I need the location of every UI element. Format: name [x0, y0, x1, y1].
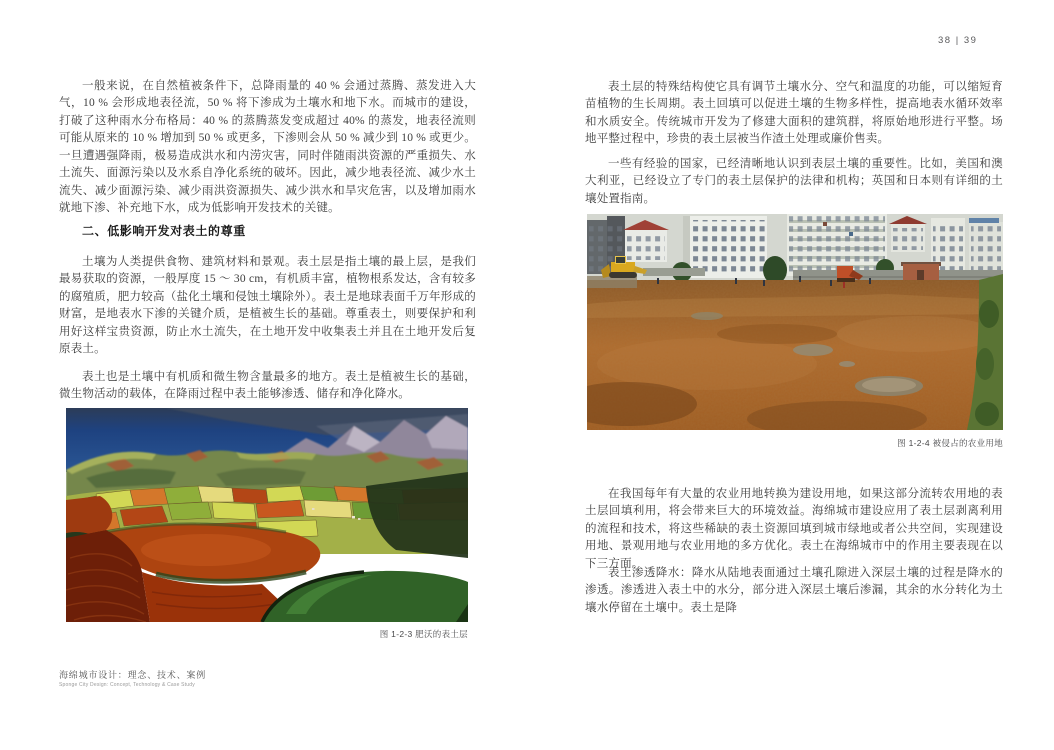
- left-paragraph-2: 土壤为人类提供食物、建筑材料和景观。表土层是指土壤的最上层，是我们最易获取的资源，一般厚度 15 ～ 30 cm，有机质丰富，植物根系发达，含有较多的腐殖质，肥力较高（盐化土壤和侵蚀土壤除外）。表土是地球表面千万年形成的财富，是地表水下渗的关键介质，是植被生长的基础。尊重表土，则要保护和利用好这样宝贵资源，防止水土流失，在土地开发中收集表土并且在土地开发后复原表土。: [59, 255, 476, 355]
- figure-caption-1-2-3: 图 1-2-3 肥沃的表土层: [379, 629, 468, 639]
- book-footer-title: 海绵城市设计：理念、技术、案例: [59, 670, 207, 680]
- topsoil-landscape-illustration: [66, 408, 468, 622]
- right-paragraph-2: 一些有经验的国家，已经清晰地认识到表层土壤的重要性。比如，美国和澳大利亚，已经设立了专门的表土层保护的法律和机构；英国和日本则有详细的土壤处置指南。: [585, 157, 1003, 205]
- figure-topsoil-photo: [66, 408, 468, 622]
- buildings: [587, 214, 1003, 284]
- right-paragraph-4: 表土渗透降水：降水从陆地表面通过土壤孔隙进入深层土壤的过程是降水的渗透。渗透进入表土中的水分，部分进入深层土壤后渗漏，其余的水分转化为土壤水停留在土壤中。表土是降: [585, 566, 1003, 614]
- figure-caption-1-2-4: 图 1-2-4 被侵占的农业用地: [897, 438, 1003, 448]
- left-paragraph-3: 表土也是土壤中有机质和微生物含量最多的地方。表土是植被生长的基础，微生物活动的载体，在降雨过程中表土能够渗透、储存和净化降水。: [59, 370, 476, 400]
- figure-farmland-photo: [587, 214, 1003, 430]
- right-paragraph-1: 表土层的特殊结构使它具有调节土壤水分、空气和温度的功能，可以缩短育苗植物的生长周期。表土回填可以促进土壤的生物多样性，提高地表水循环效率和水质安全。传统城市开发为了修建大面积的建筑群，将原始地形进行平整。场地平整过程中，珍贵的表土层被当作渣土处理或廉价售卖。: [585, 80, 1003, 145]
- book-footer-subtitle: Sponge City Design: Concept, Technology & Case Study: [59, 682, 195, 688]
- page-numbers: 38 | 39: [938, 35, 978, 46]
- left-paragraph-1: 一般来说，在自然植被条件下，总降雨量的 40 % 会通过蒸腾、蒸发进入大气，10 % 会形成地表径流，50 % 将下渗成为土壤水和地下水。而城市的建设，打破了这种雨水分布格局：40 % 的蒸腾蒸发变成超过 40% 的蒸发，地表径流则可能从原来的 10 % 增加到 50 % 或更多，下渗则会从 50 % 减少到 10 % 或更少。一旦遭遇强降雨，极易造成洪水和内涝灾害，同时伴随雨洪资源的严重损失、水土流失、面源污染以及水系自净化系统的破坏。因此，减少地表径流、减少水土流失、减少面源污染、减少雨洪资源损失、减少洪水和旱灾危害，以及增加雨水就地下渗、补充地下水，成为低影响开发技术的关键。: [59, 79, 476, 214]
- right-paragraph-3: 在我国每年有大量的农业用地转换为建设用地，如果这部分流转农用地的表土层回填利用，将会带来巨大的环境效益。海绵城市建设应用了表土层剥离利用的流程和技术，将这些稀缺的表土资源回填到城市绿地或者公共空间，实现建设用地、景观用地与农业用地的多方优化。表土在海绵城市中的作用主要表现在以下三方面。: [585, 487, 1003, 570]
- section-heading: 二、低影响开发对表土的尊重: [82, 223, 246, 238]
- construction-site-illustration: [587, 214, 1003, 430]
